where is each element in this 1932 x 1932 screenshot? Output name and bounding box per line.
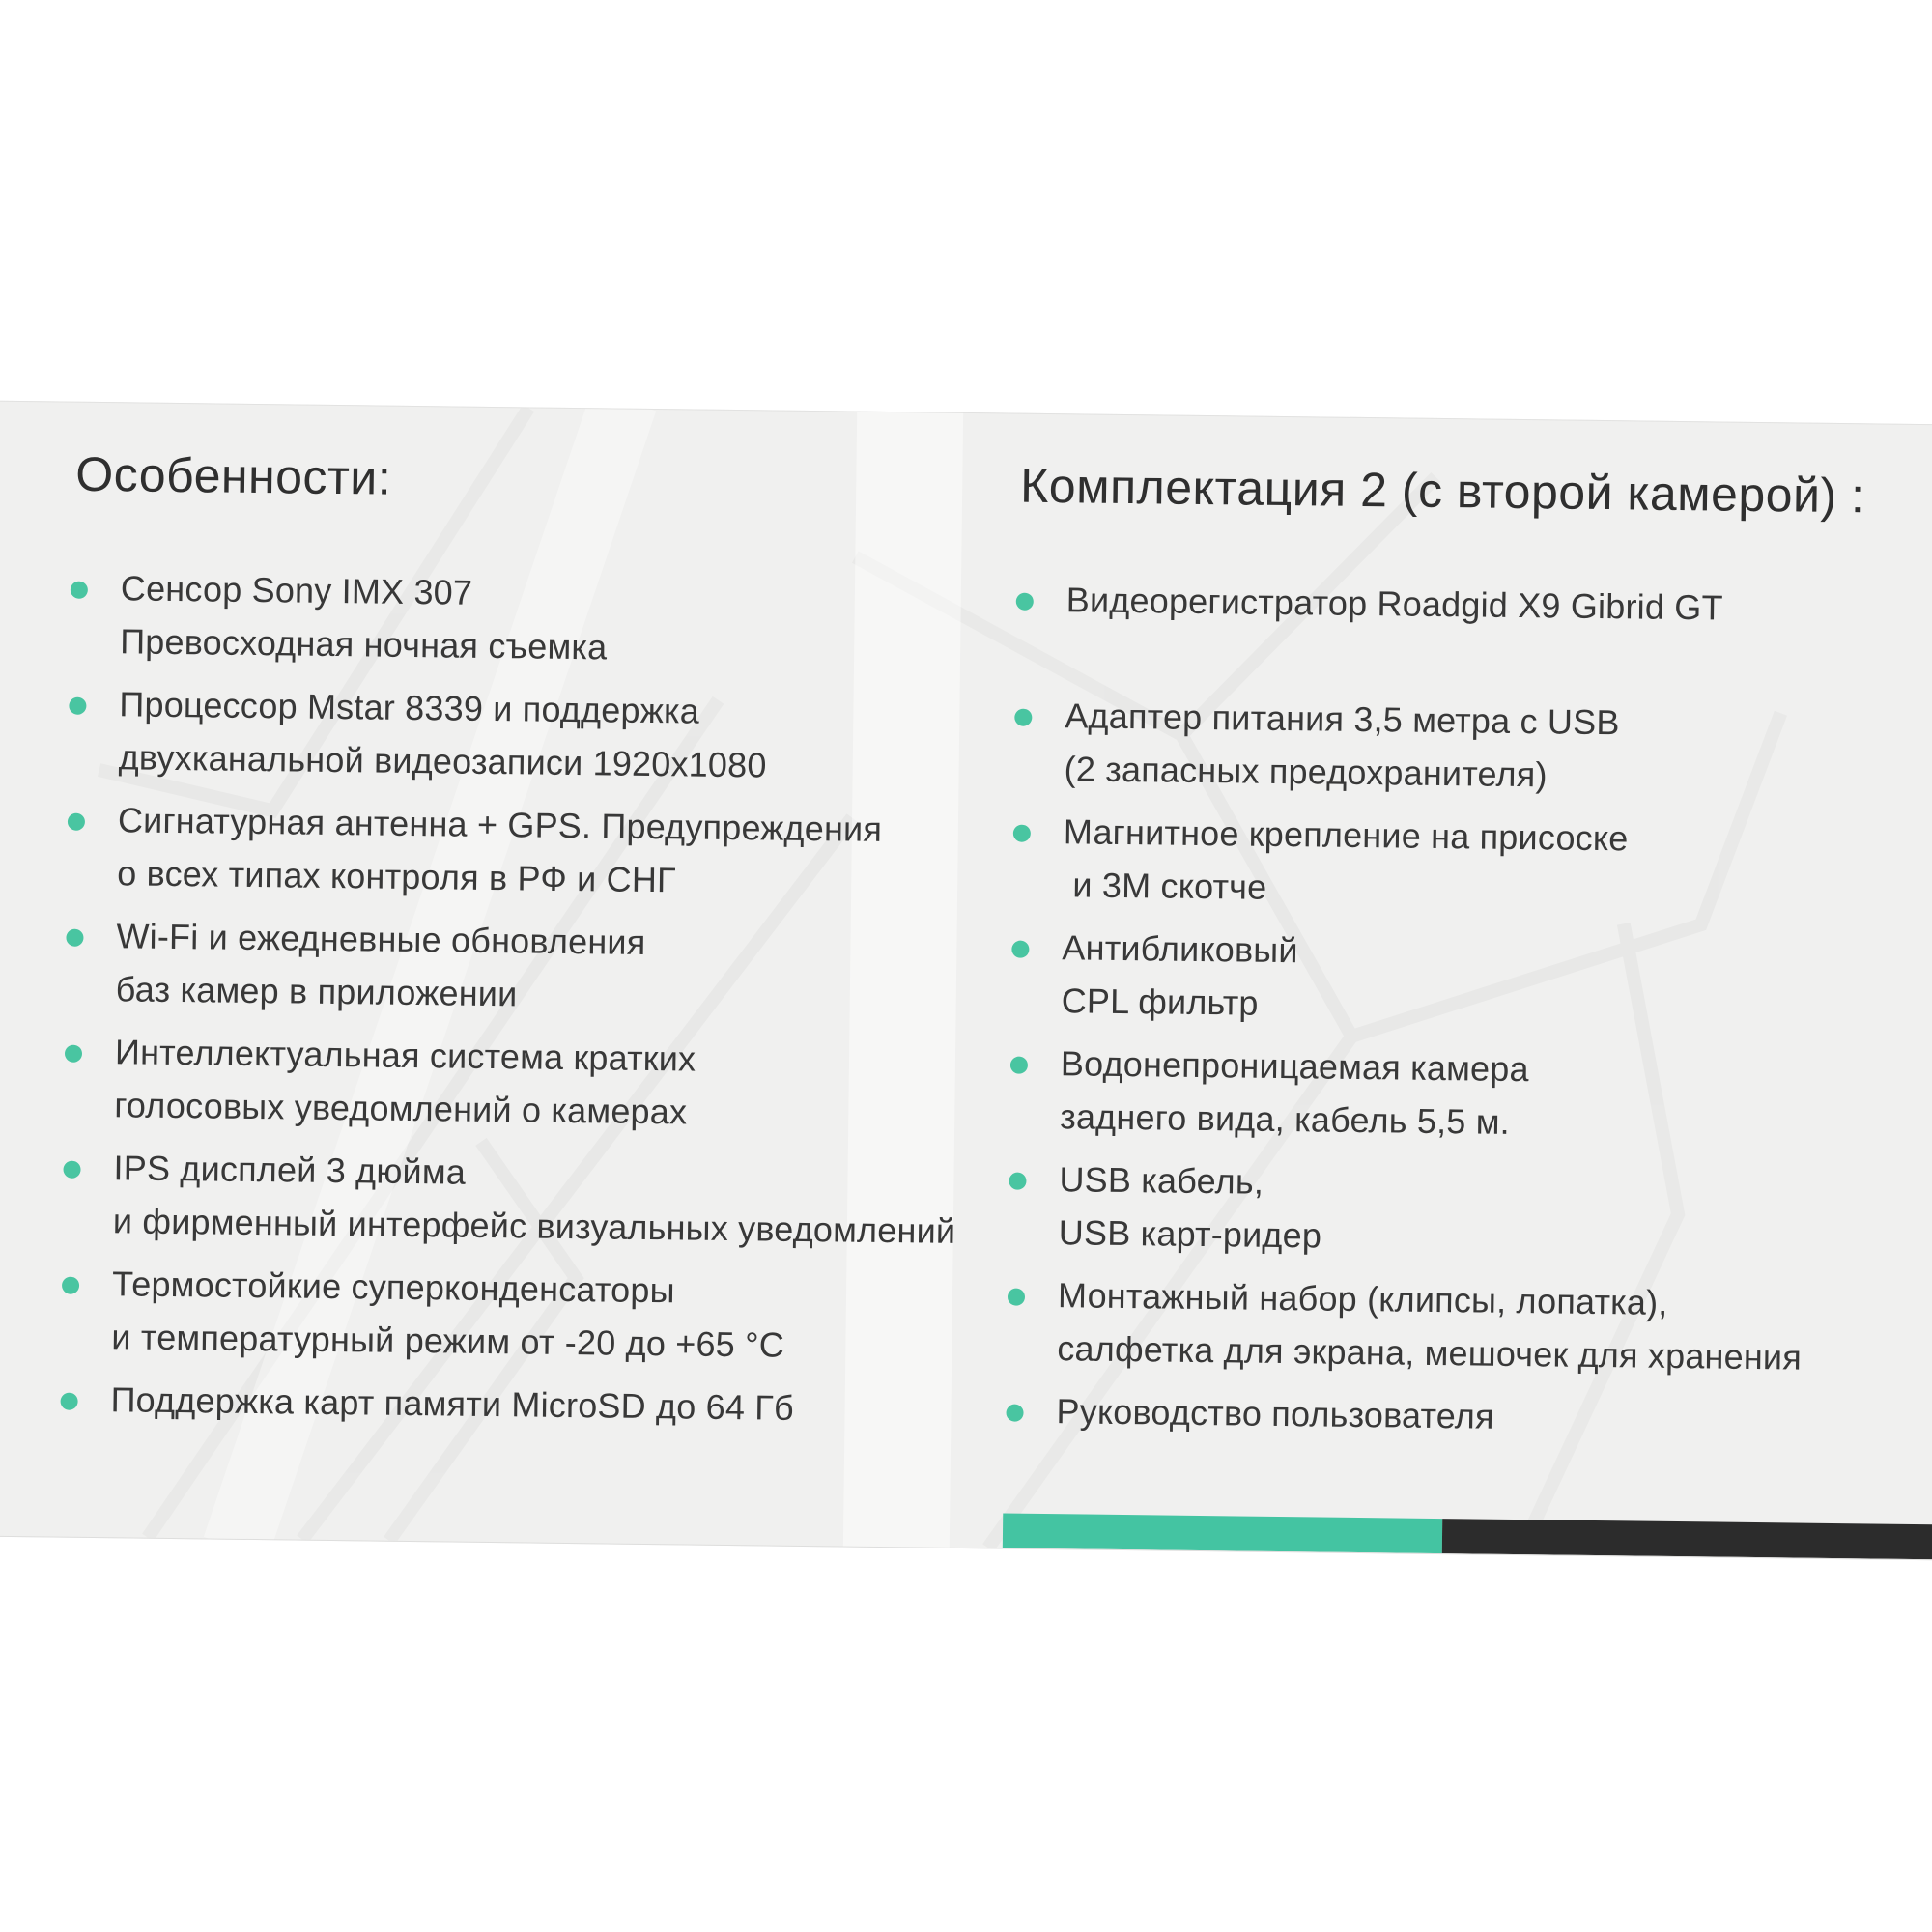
package-item-text: Водонепроницаемая камера заднего вида, кабель 5,5 м. (1060, 1043, 1529, 1142)
package-title: Комплектация 2 (с второй камерой) : (1019, 458, 1865, 524)
package-item-text: Руководство пользователя (1056, 1391, 1494, 1436)
feature-item (65, 909, 645, 1022)
bullet-icon (1013, 825, 1031, 842)
bullet-icon (1011, 941, 1029, 958)
bullet-icon (63, 1161, 80, 1179)
black-accent-bar (1442, 1519, 1932, 1559)
features-title: Особенности: (74, 446, 392, 505)
feature-item (70, 561, 609, 674)
package-item-text: Монтажный набор (клипсы, лопатка), салфетка для экрана, мешочек для хранения (1057, 1275, 1803, 1378)
bullet-icon (1014, 709, 1032, 726)
bullet-icon (1009, 1173, 1026, 1190)
feature-item (68, 677, 767, 792)
package-item-text: Видеорегистратор Roadgid X9 Gibrid GT (1065, 580, 1723, 628)
bullet-icon (1016, 593, 1034, 611)
package-item (1009, 1037, 1529, 1150)
feature-item (60, 1373, 794, 1435)
teal-accent-bar (1003, 1514, 1442, 1554)
fold-highlight (842, 401, 963, 1561)
feature-item-text: Сигнатурная антенна + GPS. Предупреждения о всех типах контроля в РФ и СНГ (117, 800, 883, 900)
package-item-text: Адаптер питания 3,5 метра с USB (2 запасных предохранителя) (1064, 696, 1620, 795)
feature-item (61, 1257, 785, 1372)
bullet-icon (68, 813, 85, 831)
bullet-icon (1008, 1289, 1025, 1306)
bullet-icon (1006, 1405, 1023, 1422)
bullet-icon (1010, 1057, 1028, 1074)
bullet-icon (62, 1277, 79, 1294)
package-item (1007, 1268, 1803, 1384)
bullet-icon (66, 929, 83, 947)
package-item-text: Антибликовый CPL фильтр (1061, 927, 1298, 1023)
feature-item-text: Процессор Mstar 8339 и поддержка двухканальной видеозаписи 1920x1080 (118, 684, 767, 785)
package-item (1015, 573, 1723, 635)
bullet-icon (69, 697, 86, 715)
bullet-icon (60, 1393, 77, 1410)
feature-item-text: Поддержка карт памяти MicroSD до 64 Гб (110, 1379, 795, 1428)
feature-item-text: IPS дисплей 3 дюйма и фирменный интерфейс визуальных уведомлений (112, 1148, 956, 1251)
feature-item-text: Термостойкие суперконденсаторы и температурный режим от -20 до +65 °C (111, 1264, 785, 1365)
feature-item-text: Сенсор Sony IMX 307 Превосходная ночная съемка (119, 568, 608, 668)
feature-item (67, 793, 882, 909)
package-item (1006, 1384, 1494, 1443)
package-item-text: Магнитное крепление на присоске и 3М скотче (1062, 811, 1629, 907)
package-item-text: USB кабель, USB карт-ридер (1058, 1159, 1322, 1256)
bullet-icon (71, 582, 88, 599)
bullet-icon (65, 1045, 82, 1063)
box-panel (0, 401, 1932, 1561)
package-item (1012, 805, 1629, 919)
package-item (1013, 689, 1620, 803)
feature-item (63, 1141, 957, 1258)
package-item (1010, 921, 1298, 1031)
package-item (1008, 1152, 1322, 1263)
feature-item-text: Wi-Fi и ежедневные обновления баз камер в приложении (115, 916, 646, 1014)
feature-item-text: Интеллектуальная система кратких голосовых уведомлений о камерах (114, 1032, 696, 1132)
feature-item (64, 1025, 696, 1139)
